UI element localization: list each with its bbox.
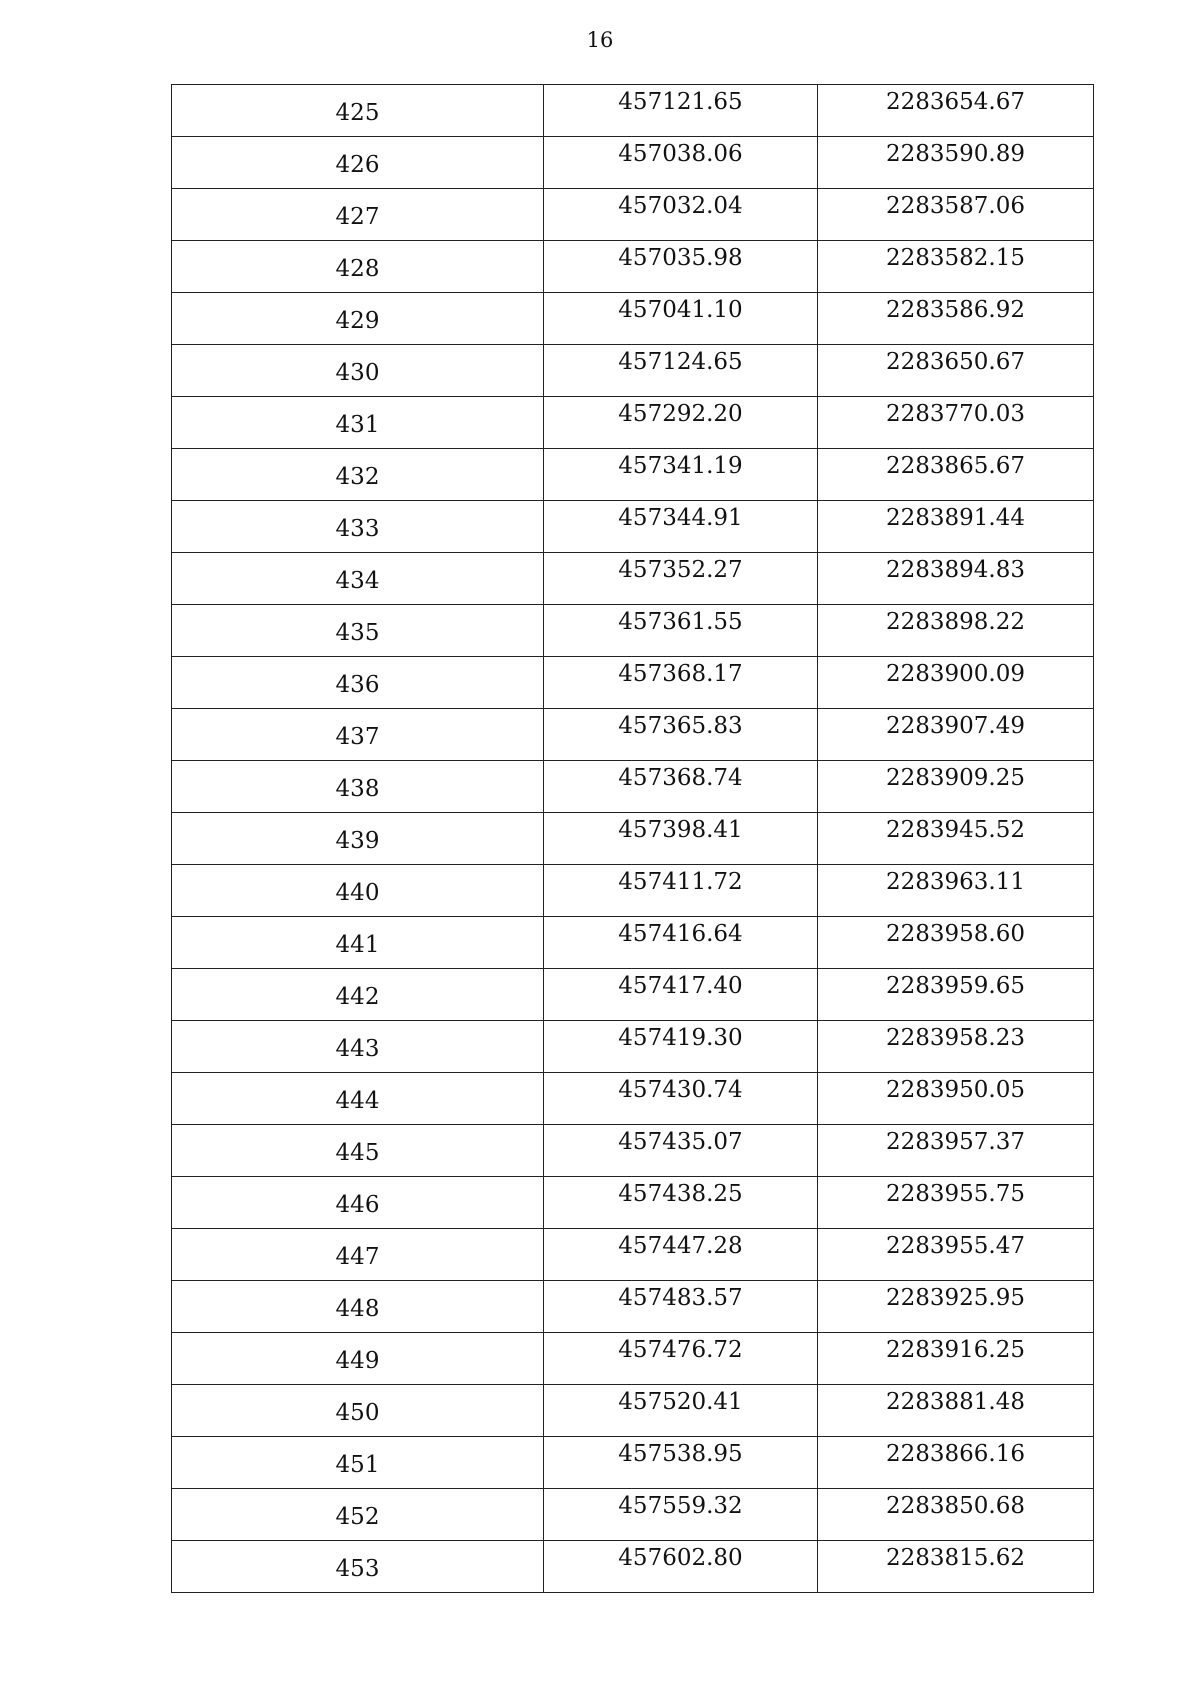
y-coordinate-cell: 2283881.48 [818,1385,1094,1437]
table-row [172,1177,1094,1229]
y-coordinate-cell: 2283650.67 [818,345,1094,397]
y-coordinate-cell: 2283865.67 [818,449,1094,501]
x-coordinate-cell: 457416.64 [544,917,818,969]
point-id-cell: 440 [172,865,544,917]
table-row [172,1385,1094,1437]
x-coordinate-cell: 457341.19 [544,449,818,501]
table-row [172,761,1094,813]
y-coordinate-cell: 2283586.92 [818,293,1094,345]
point-id-cell: 425 [172,85,544,137]
x-coordinate-cell: 457121.65 [544,85,818,137]
point-id-cell: 427 [172,189,544,241]
x-coordinate-cell: 457365.83 [544,709,818,761]
point-id-cell: 436 [172,657,544,709]
point-id-cell: 448 [172,1281,544,1333]
point-id-cell: 429 [172,293,544,345]
point-id-cell: 431 [172,397,544,449]
y-coordinate-cell: 2283582.15 [818,241,1094,293]
table-row [172,293,1094,345]
table-row [172,397,1094,449]
table-row [172,1489,1094,1541]
point-id-cell: 432 [172,449,544,501]
point-id-cell: 445 [172,1125,544,1177]
x-coordinate-cell: 457417.40 [544,969,818,1021]
x-coordinate-cell: 457430.74 [544,1073,818,1125]
point-id-cell: 453 [172,1541,544,1593]
y-coordinate-cell: 2283654.67 [818,85,1094,137]
y-coordinate-cell: 2283959.65 [818,969,1094,1021]
y-coordinate-cell: 2283898.22 [818,605,1094,657]
x-coordinate-cell: 457483.57 [544,1281,818,1333]
x-coordinate-cell: 457476.72 [544,1333,818,1385]
y-coordinate-cell: 2283891.44 [818,501,1094,553]
point-id-cell: 434 [172,553,544,605]
y-coordinate-cell: 2283590.89 [818,137,1094,189]
point-id-cell: 452 [172,1489,544,1541]
table-row [172,1125,1094,1177]
x-coordinate-cell: 457602.80 [544,1541,818,1593]
table-row [172,969,1094,1021]
table-row [172,1229,1094,1281]
point-id-cell: 449 [172,1333,544,1385]
y-coordinate-cell: 2283945.52 [818,813,1094,865]
point-id-cell: 442 [172,969,544,1021]
y-coordinate-cell: 2283866.16 [818,1437,1094,1489]
point-id-cell: 439 [172,813,544,865]
point-id-cell: 428 [172,241,544,293]
x-coordinate-cell: 457344.91 [544,501,818,553]
point-id-cell: 447 [172,1229,544,1281]
table-row [172,1333,1094,1385]
point-id-cell: 430 [172,345,544,397]
y-coordinate-cell: 2283950.05 [818,1073,1094,1125]
point-id-cell: 435 [172,605,544,657]
x-coordinate-cell: 457361.55 [544,605,818,657]
point-id-cell: 437 [172,709,544,761]
x-coordinate-cell: 457368.74 [544,761,818,813]
x-coordinate-cell: 457559.32 [544,1489,818,1541]
table-row [172,605,1094,657]
x-coordinate-cell: 457447.28 [544,1229,818,1281]
y-coordinate-cell: 2283963.11 [818,865,1094,917]
y-coordinate-cell: 2283900.09 [818,657,1094,709]
table-row [172,189,1094,241]
x-coordinate-cell: 457419.30 [544,1021,818,1073]
table-row [172,813,1094,865]
x-coordinate-cell: 457292.20 [544,397,818,449]
x-coordinate-cell: 457041.10 [544,293,818,345]
x-coordinate-cell: 457038.06 [544,137,818,189]
y-coordinate-cell: 2283955.47 [818,1229,1094,1281]
point-id-cell: 443 [172,1021,544,1073]
y-coordinate-cell: 2283957.37 [818,1125,1094,1177]
coordinate-table-body [172,85,1094,1593]
table-row [172,501,1094,553]
table-row [172,1437,1094,1489]
y-coordinate-cell: 2283894.83 [818,553,1094,605]
x-coordinate-cell: 457352.27 [544,553,818,605]
table-row [172,1073,1094,1125]
point-id-cell: 441 [172,917,544,969]
table-row [172,1541,1094,1593]
point-id-cell: 433 [172,501,544,553]
table-row [172,709,1094,761]
point-id-cell: 444 [172,1073,544,1125]
coordinate-table [171,84,1094,1593]
x-coordinate-cell: 457032.04 [544,189,818,241]
point-id-cell: 426 [172,137,544,189]
x-coordinate-cell: 457520.41 [544,1385,818,1437]
point-id-cell: 450 [172,1385,544,1437]
table-row [172,553,1094,605]
x-coordinate-cell: 457124.65 [544,345,818,397]
table-row [172,1021,1094,1073]
table-row [172,345,1094,397]
table-row [172,657,1094,709]
x-coordinate-cell: 457538.95 [544,1437,818,1489]
y-coordinate-cell: 2283955.75 [818,1177,1094,1229]
table-row [172,917,1094,969]
table-row [172,137,1094,189]
point-id-cell: 446 [172,1177,544,1229]
point-id-cell: 451 [172,1437,544,1489]
x-coordinate-cell: 457368.17 [544,657,818,709]
point-id-cell: 438 [172,761,544,813]
y-coordinate-cell: 2283925.95 [818,1281,1094,1333]
table-row [172,865,1094,917]
x-coordinate-cell: 457435.07 [544,1125,818,1177]
x-coordinate-cell: 457035.98 [544,241,818,293]
y-coordinate-cell: 2283587.06 [818,189,1094,241]
y-coordinate-cell: 2283907.49 [818,709,1094,761]
x-coordinate-cell: 457398.41 [544,813,818,865]
table-row [172,241,1094,293]
table-row [172,1281,1094,1333]
y-coordinate-cell: 2283850.68 [818,1489,1094,1541]
x-coordinate-cell: 457411.72 [544,865,818,917]
table-row [172,449,1094,501]
y-coordinate-cell: 2283916.25 [818,1333,1094,1385]
page-number: 16 [586,28,614,52]
table-row [172,85,1094,137]
x-coordinate-cell: 457438.25 [544,1177,818,1229]
y-coordinate-cell: 2283815.62 [818,1541,1094,1593]
y-coordinate-cell: 2283770.03 [818,397,1094,449]
y-coordinate-cell: 2283958.23 [818,1021,1094,1073]
y-coordinate-cell: 2283909.25 [818,761,1094,813]
y-coordinate-cell: 2283958.60 [818,917,1094,969]
